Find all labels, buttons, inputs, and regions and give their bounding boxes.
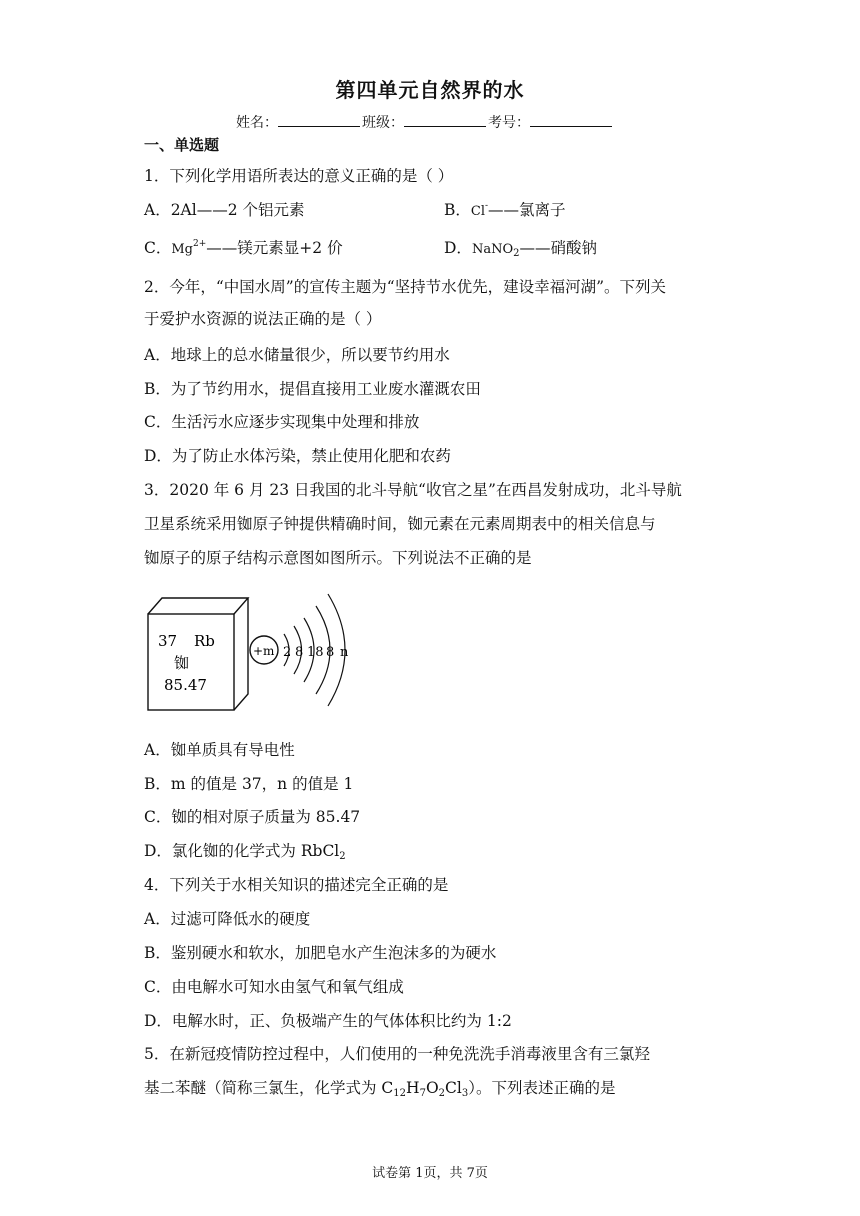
q1-option-d-text: ——硝酸钠 bbox=[519, 239, 597, 257]
q5-formula-sub-o: 2 bbox=[438, 1088, 446, 1099]
q1-option-c-text: ——镁元素显+2 价 bbox=[206, 239, 343, 257]
q5-formula-sub-cl: 3 bbox=[461, 1088, 469, 1099]
q4-option-d: D．电解水时，正、负极端产生的气体体积比约为 1:2 bbox=[144, 1012, 512, 1030]
q2-option-d: D．为了防止水体污染，禁止使用化肥和农药 bbox=[144, 447, 451, 465]
page-title: 第四单元自然界的水 bbox=[335, 78, 525, 102]
q1-option-c-charge: 2+ bbox=[193, 239, 207, 249]
shell-electrons-4: 8 bbox=[326, 645, 335, 660]
q1-option-c-formula: Mg bbox=[171, 242, 194, 257]
page-footer: 试卷第 1页，共 7页 bbox=[372, 1166, 488, 1181]
exam-number-blank[interactable] bbox=[530, 114, 612, 127]
q3-option-d-text: D．氯化铷的化学式为 RbCl bbox=[144, 842, 340, 860]
q5-formula-h: H bbox=[406, 1079, 420, 1097]
shell-electrons-1: 2 bbox=[283, 645, 292, 660]
shell-electrons-3: 18 bbox=[307, 645, 324, 660]
q4-stem: 4．下列关于水相关知识的描述完全正确的是 bbox=[144, 876, 449, 894]
q5-stem-line2 bbox=[144, 1076, 616, 1099]
q3-option-b: B．m 的值是 37，n 的值是 1 bbox=[144, 775, 354, 793]
q1-option-b-formula: Cl bbox=[470, 204, 485, 219]
q2-stem-line2: 于爱护水资源的说法正确的是（ ） bbox=[144, 310, 382, 328]
name-blank[interactable] bbox=[278, 114, 360, 127]
shell-electrons-2: 8 bbox=[295, 645, 304, 660]
atomic-number: 37 bbox=[158, 632, 178, 650]
q3-option-d bbox=[144, 839, 346, 862]
q3-option-a: A．铷单质具有导电性 bbox=[144, 741, 295, 759]
q1-option-d-prefix: D． bbox=[444, 239, 472, 257]
name-label: 姓名： bbox=[236, 115, 278, 131]
q3-stem-line2: 卫星系统采用铷原子钟提供精确时间，铷元素在元素周期表中的相关信息与 bbox=[144, 515, 656, 533]
q1-option-d-formula: NaNO bbox=[471, 242, 514, 257]
q1-option-b-text: ——氯离子 bbox=[488, 201, 566, 219]
q2-option-b: B．为了节约用水，提倡直接用工业废水灌溉农田 bbox=[144, 380, 481, 398]
q5-formula-cl: Cl bbox=[445, 1079, 462, 1097]
q1-option-b-charge: - bbox=[485, 201, 489, 211]
q4-option-a: A．过滤可降低水的硬度 bbox=[144, 910, 311, 928]
q1-option-a: A．2Al——2 个铝元素 bbox=[144, 201, 305, 219]
q5-stem-line2-post: ）。下列表述正确的是 bbox=[468, 1079, 616, 1097]
rubidium-figure bbox=[144, 584, 364, 724]
student-info-line bbox=[236, 112, 614, 132]
atomic-mass: 85.47 bbox=[164, 676, 207, 694]
q3-stem-line1: 3．2020 年 6 月 23 日我国的北斗导航“收官之星”在西昌发射成功，北斗导航 bbox=[144, 481, 682, 499]
q5-formula-o: O bbox=[425, 1079, 439, 1097]
q4-option-c: C．由电解水可知水由氢气和氧气组成 bbox=[144, 978, 404, 996]
rubidium-diagram bbox=[144, 584, 364, 724]
class-blank[interactable] bbox=[404, 114, 486, 127]
q3-option-d-subscript: 2 bbox=[339, 851, 346, 862]
element-name: 铷 bbox=[174, 654, 190, 672]
class-label: 班级： bbox=[362, 115, 404, 131]
q1-option-b-prefix: B． bbox=[444, 201, 471, 219]
section-heading: 一、单选题 bbox=[144, 136, 220, 154]
q5-formula-sub-h: 7 bbox=[419, 1088, 426, 1099]
nucleus-label: +m bbox=[253, 644, 275, 658]
q1-option-c-prefix: C． bbox=[144, 239, 172, 257]
q4-option-b: B．鉴别硬水和软水，加肥皂水产生泡沫多的为硬水 bbox=[144, 944, 497, 962]
q3-stem-line3: 铷原子的原子结构示意图如图所示。下列说法不正确的是 bbox=[144, 549, 532, 567]
q2-option-c: C．生活污水应逐步实现集中处理和排放 bbox=[144, 413, 420, 431]
element-symbol: Rb bbox=[194, 632, 215, 650]
q5-formula-sub-c: 12 bbox=[393, 1088, 407, 1099]
q1-option-d-subscript: 2 bbox=[513, 248, 520, 259]
q2-stem-line1: 2．今年，“中国水周”的宣传主题为“坚持节水优先，建设幸福河湖”。下列关 bbox=[144, 278, 667, 296]
q1-option-c bbox=[144, 236, 343, 258]
q1-option-b bbox=[444, 198, 566, 220]
shell-electrons-5: n bbox=[340, 645, 349, 660]
q1-stem: 1．下列化学用语所表达的意义正确的是（ ） bbox=[144, 167, 454, 185]
exam-number-label: 考号： bbox=[488, 115, 530, 131]
q3-option-c: C．铷的相对原子质量为 85.47 bbox=[144, 808, 361, 826]
q2-option-a: A．地球上的总水储量很少，所以要节约用水 bbox=[144, 346, 450, 364]
q5-stem-line1: 5．在新冠疫情防控过程中，人们使用的一种免洗洗手消毒液里含有三氯羟 bbox=[144, 1045, 650, 1063]
q1-option-d bbox=[444, 236, 597, 259]
q5-stem-line2-pre: 基二苯醚（简称三氯生，化学式为 C bbox=[144, 1079, 394, 1097]
